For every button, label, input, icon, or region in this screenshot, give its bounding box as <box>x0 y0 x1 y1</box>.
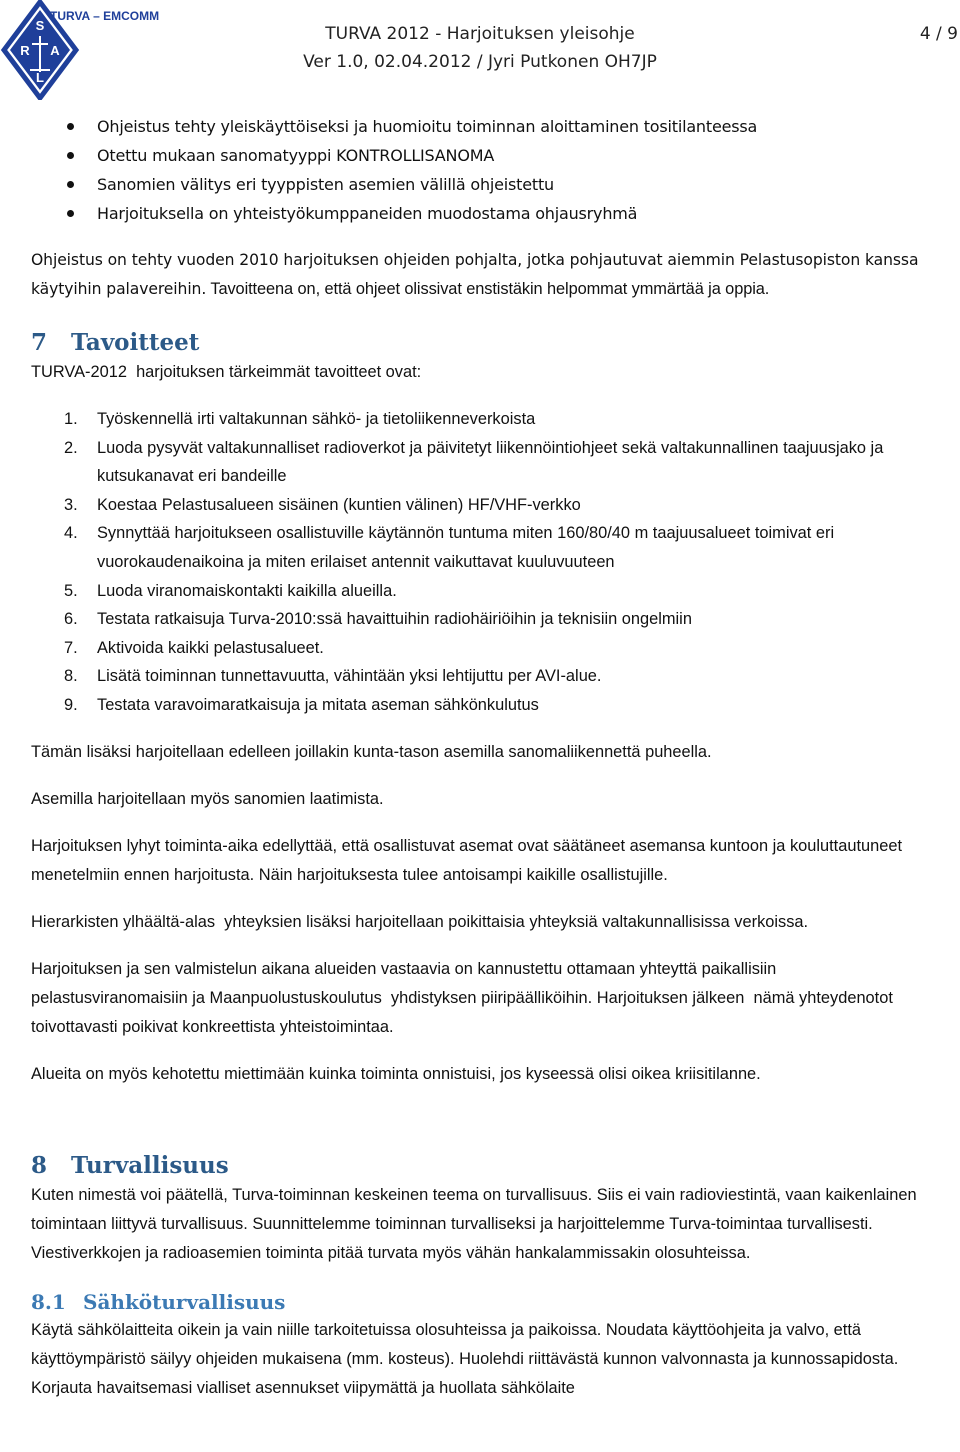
paragraph: Käytä sähkölaitteita oikein ja vain niille tarkoitetuissa olosuhteissa ja paikoissa. Noudata käyttöohjeita ja valvo, että käyttöympäristö säilyy ohjeiden mukaisena (mm. kosteus). Huolehdi riittävästä kunnon valvonnasta ja kunnossapidosta. Korjauta havaitsemasi vialliset asennukset viipymättä ja huollata sähkölaite <box>31 1320 899 1397</box>
paragraph: Hierarkisten ylhäältä-alas yhteyksien lisäksi harjoitellaan poikittaisia yhteyksiä valtakunnallisissa verkoissa. <box>31 912 809 931</box>
list-item: 5. Luoda viranomaiskontakti kaikilla alueilla. <box>64 581 397 600</box>
bullet-icon <box>67 181 74 188</box>
section-heading-8: 8 Turvallisuus <box>31 1151 229 1179</box>
logo-caption: TURVA – EMCOMM <box>50 9 160 23</box>
goals-list <box>31 405 936 720</box>
page-header <box>0 0 960 100</box>
list-item: 7. Aktivoida kaikki pelastusalueet. <box>64 638 324 657</box>
bullet-icon <box>67 152 74 159</box>
header-title: TURVA 2012 - Harjoituksen yleisohje <box>325 24 635 44</box>
intro-paragraph: Ohjeistus on tehty vuoden 2010 harjoituksen ohjeiden pohjalta, jotka pohjautuvat aiemmin Pelastusopiston kanssa käytyihin palavereihin. Tavoitteena on, että ohjeet olissivat enstistäkin helpommat ymmärtää ja oppia. <box>31 251 919 298</box>
list-item: Ohjeistus tehty yleiskäyttöiseksi ja huomioitu toiminnan aloittaminen tositilanteessa <box>31 112 936 141</box>
list-item: 3. Koestaa Pelastusalueen sisäinen (kuntien välinen) HF/VHF-verkko <box>64 495 581 514</box>
logo-letter-l: L <box>36 70 44 85</box>
list-item: Harjoituksella on yhteistyökumppaneiden muodostama ohjausryhmä <box>31 199 936 228</box>
paragraph: Harjoituksen ja sen valmistelun aikana alueiden vastaavia on kannustettu ottamaan yhteyttä paikallisiin pelastusviranomaisiin ja Maanpuolustuskoulutus yhdistyksen piiripäälliköihin. Harjoituksen jälkeen nämä yhteydenotot toivottavasti poikivat konkreettista yhteistoimintaa. <box>31 959 898 1036</box>
logo-letter-s: S <box>35 18 45 33</box>
list-item: 4. Synnyttää harjoitukseen osallistuville käytännön tuntuma miten 160/80/40 m taajuusalueet toimivat eri vuorokaudenaikoina ja miten erilaiset antennit vaikuttavat kuuluvuuteen <box>64 524 835 571</box>
list-item: 1. Työskennellä irti valtakunnan sähkö- ja tietoliikenneverkoista <box>64 410 536 428</box>
list-item: 2. Luoda pysyvät valtakunnalliset radioverkot ja päivitetyt liikennöintiohjeet sekä valtakunnallinen taajuusjako ja kutsukanavat eri bandeille <box>64 438 884 486</box>
bullet-icon <box>67 210 74 217</box>
section7-lead: TURVA-2012 harjoituksen tärkeimmät tavoitteet ovat: <box>31 363 422 381</box>
page-number: 4 / 9 <box>919 24 958 44</box>
list-item: Otettu mukaan sanomatyyppi KONTROLLISANOMA <box>31 141 936 170</box>
header-subtitle: Ver 1.0, 02.04.2012 / Jyri Putkonen OH7JP <box>303 52 657 72</box>
section-heading-8-1: 8.1 Sähköturvallisuus <box>31 1289 286 1314</box>
logo-letter-r: R <box>20 43 30 58</box>
section-heading-7: 7 Tavoitteet <box>31 329 200 356</box>
paragraph: Kuten nimestä voi päätellä, Turva-toiminnan keskeinen teema on turvallisuus. Siis ei vain radioviestintä, vaan kaikenlainen toimintaan liittyvä turvallisuus. Suunnittelemme toiminnan turvalliseksi ja harjoittelemme Turva-toimintaa turvallisesti. Viestiverkkojen ja radioasemien toiminta pitää turvata myös vähän hankalammissakin olosuhteissa. <box>31 1185 917 1262</box>
document-body <box>31 112 936 1403</box>
paragraph: Asemilla harjoitellaan myös sanomien laatimista. <box>31 789 384 808</box>
bullet-list <box>31 112 936 228</box>
list-item: 8. Lisätä toiminnan tunnettavuutta, vähintään yksi lehtijuttu per AVI-alue. <box>64 667 602 686</box>
bullet-icon <box>67 123 74 130</box>
list-item: 6. Testata ratkaisuja Turva-2010:ssä havaittuihin radiohäiriöihin ja teknisiin ongelmiin <box>64 610 692 629</box>
paragraph: Harjoituksen lyhyt toiminta-aika edellyttää, että osallistuvat asemat ovat säätäneet asemansa kuntoon ja kouluttautuneet menetelmiin ennen harjoitusta. Näin harjoituksesta tulee antoisampi kaikille osallistujille. <box>31 836 903 884</box>
logo-letter-a: A <box>50 43 60 58</box>
list-item: 9. Testata varavoimaratkaisuja ja mitata aseman sähkönkulutus <box>64 695 539 714</box>
list-item: Sanomien välitys eri tyyppisten asemien välillä ohjeistettu <box>31 170 936 199</box>
paragraph: Tämän lisäksi harjoitellaan edelleen joillakin kunta-tason asemilla sanomaliikennettä puheella. <box>31 742 712 761</box>
paragraph: Alueita on myös kehotettu miettimään kuinka toiminta onnistuisi, jos kyseessä olisi oikea kriisitilanne. <box>31 1064 761 1083</box>
